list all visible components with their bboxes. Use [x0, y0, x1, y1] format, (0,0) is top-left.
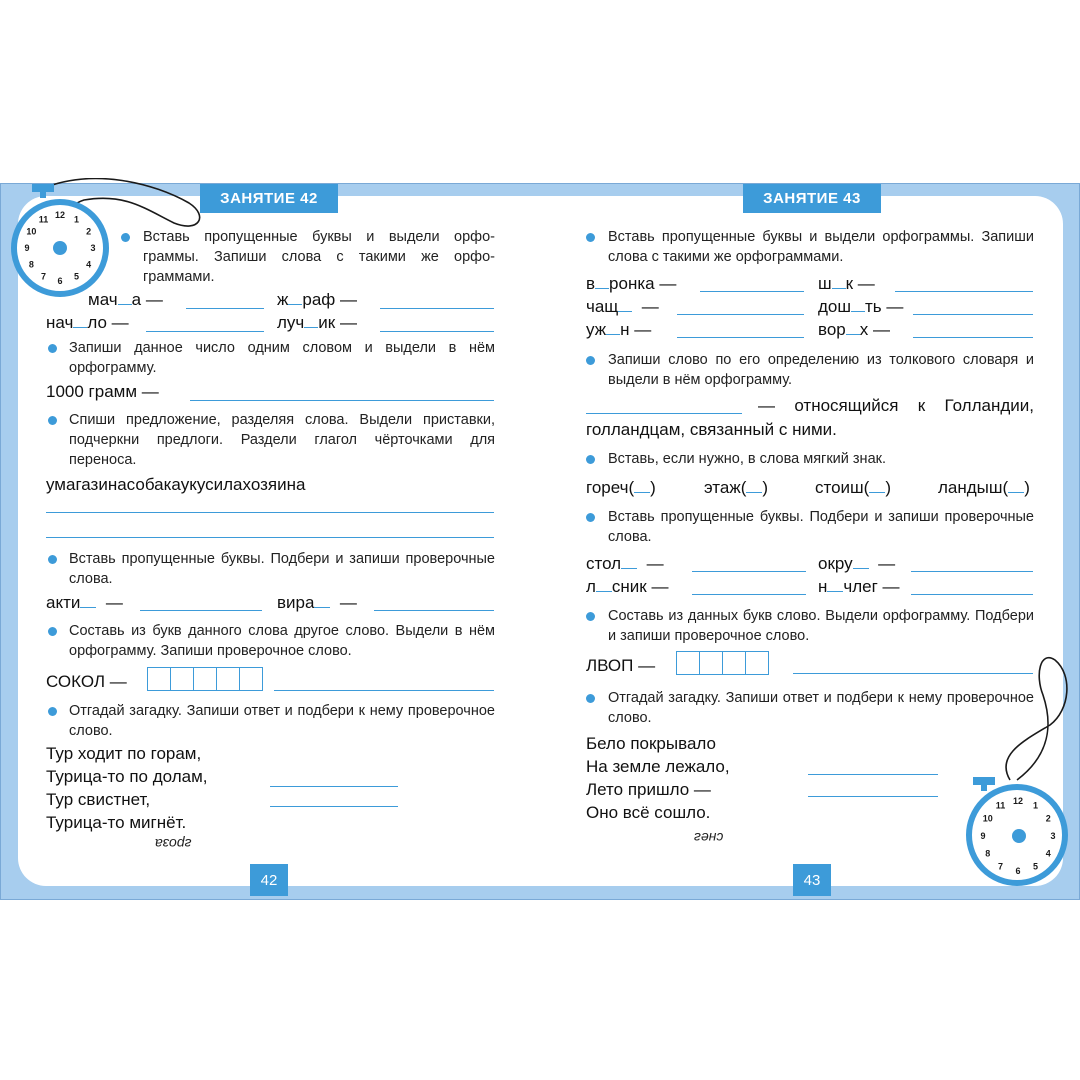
- letter-boxes[interactable]: [147, 667, 263, 691]
- clock-numeral: 1: [1032, 800, 1039, 811]
- prompt-text: 1000 грамм —: [46, 382, 159, 401]
- bullet: [48, 344, 57, 353]
- answer-line[interactable]: [911, 571, 1033, 572]
- answer-line[interactable]: [146, 331, 264, 332]
- riddle-line: На земле лежало,: [586, 757, 730, 776]
- clock-numeral: 11: [38, 214, 49, 225]
- riddle-line: Турица-то по долам,: [46, 767, 208, 786]
- word-item: уж н —: [586, 320, 652, 339]
- task-instruction: Отгадай загадку. Запиши ответ и подбери к нему проверочное слово.: [69, 703, 495, 739]
- answer-line[interactable]: [190, 400, 494, 401]
- riddle-line: Лето пришло —: [586, 780, 711, 799]
- answer-line[interactable]: [808, 796, 938, 797]
- answer-line[interactable]: [374, 610, 494, 611]
- riddle-line: Тур свистнет,: [46, 790, 151, 809]
- word-text: СОКОЛ —: [46, 672, 127, 691]
- definition-text: голландцам, связанный с ними.: [586, 420, 837, 439]
- task-instruction: Вставь пропущенные буквы и выдели орфо-граммы. Запиши слова с такими же орфо-граммами.: [143, 229, 495, 285]
- answer-line[interactable]: [692, 594, 806, 595]
- answer-line[interactable]: [677, 337, 804, 338]
- clock-numeral: 5: [1032, 861, 1039, 872]
- answer-line[interactable]: [586, 413, 742, 414]
- answer-upside-down: снег: [694, 830, 724, 846]
- clock-numeral: 6: [57, 276, 63, 286]
- word-item: чащ —: [586, 297, 659, 316]
- letter-boxes[interactable]: [676, 651, 769, 675]
- word-item: ж раф —: [277, 290, 357, 309]
- bullet: [48, 416, 57, 425]
- clock-numeral: 9: [980, 831, 986, 841]
- task-instruction: Составь из букв данного слова другое слово. Выдели в нём орфограмму. Запиши проверочное слово.: [69, 623, 495, 659]
- task-instruction: Спиши предложение, разделяя слова. Выдели приставки, подчеркни предлоги. Раздели глагол чёрточками для переноса.: [69, 412, 495, 468]
- task-instruction: Вставь, если нужно, в слова мягкий знак.: [608, 451, 887, 467]
- word-item: гореч( ): [586, 478, 656, 497]
- answer-line[interactable]: [270, 786, 398, 787]
- word-item: ш к —: [818, 274, 875, 293]
- sentence-text: умагазинасобакаукусилахозяина: [46, 475, 306, 494]
- word-item: вор х —: [818, 320, 890, 339]
- bullet: [586, 513, 595, 522]
- clock-numeral: 12: [54, 210, 66, 220]
- word-item: н члег —: [818, 577, 900, 596]
- task-instruction: Запиши данное число одним словом и выдели в нём орфограмму.: [69, 340, 495, 376]
- answer-line[interactable]: [46, 537, 494, 538]
- clock-numeral: 8: [28, 259, 34, 270]
- answer-line[interactable]: [895, 291, 1033, 292]
- word-item: луч ик —: [277, 313, 357, 332]
- lesson-header-right: ЗАНЯТИЕ 43: [743, 184, 881, 213]
- bullet: [48, 707, 57, 716]
- task-instruction: Отгадай загадку. Запиши ответ и подбери к нему проверочное слово.: [608, 690, 1034, 726]
- clock-numeral: 4: [1045, 848, 1051, 859]
- bullet: [48, 555, 57, 564]
- bullet: [586, 356, 595, 365]
- clock-numeral: 8: [985, 848, 991, 859]
- answer-line[interactable]: [692, 571, 806, 572]
- answer-line[interactable]: [913, 337, 1033, 338]
- word-item: в ронка —: [586, 274, 677, 293]
- riddle-line: Тур ходит по горам,: [46, 744, 202, 763]
- task-instruction: Вставь пропущенные буквы. Подбери и запиши проверочные слова.: [69, 551, 495, 587]
- bullet: [121, 233, 130, 242]
- clock-numeral: 12: [1012, 796, 1024, 806]
- answer-line[interactable]: [270, 806, 398, 807]
- bullet: [586, 612, 595, 621]
- answer-line[interactable]: [140, 610, 262, 611]
- word-item: стоиш( ): [815, 478, 892, 497]
- answer-line[interactable]: [808, 774, 938, 775]
- answer-line[interactable]: [911, 594, 1033, 595]
- word-item: стол —: [586, 554, 664, 573]
- task-instruction: Вставь пропущенные буквы. Подбери и запиши проверочные слова.: [608, 509, 1034, 545]
- answer-line[interactable]: [46, 512, 494, 513]
- task-instruction: Вставь пропущенные буквы и выдели орфограммы. Запиши слова с такими же орфограммами.: [608, 229, 1034, 265]
- clock-numeral: 1: [73, 214, 80, 225]
- answer-upside-down: гроза: [155, 836, 192, 852]
- clock-numeral: 4: [86, 259, 92, 270]
- page-number-right: 43: [793, 864, 831, 896]
- clock-numeral: 2: [1045, 813, 1051, 824]
- answer-line[interactable]: [186, 308, 264, 309]
- bullet: [586, 455, 595, 464]
- word-item: нач ло —: [46, 313, 129, 332]
- word-item: этаж( ): [704, 478, 769, 497]
- task-instruction: Запиши слово по его определению из толкового словаря и выдели в нём орфограмму.: [608, 352, 1034, 388]
- word-item: дош ть —: [818, 297, 904, 316]
- task-instruction: Составь из данных букв слово. Выдели орфограмму. Подбери и запиши проверочное слово.: [608, 608, 1034, 644]
- answer-line[interactable]: [380, 308, 494, 309]
- definition-text: — относящийся к Голландии,: [758, 396, 1034, 415]
- clock-numeral: 10: [982, 813, 993, 824]
- clock-numeral: 7: [997, 861, 1004, 872]
- riddle-line: Турица-то мигнёт.: [46, 813, 187, 832]
- word-item: вира —: [277, 593, 357, 612]
- answer-line[interactable]: [677, 314, 804, 315]
- bullet: [586, 233, 595, 242]
- bullet: [48, 627, 57, 636]
- bullet: [586, 694, 595, 703]
- clock-numeral: 10: [26, 226, 37, 237]
- riddle-line: Оно всё сошло.: [586, 803, 711, 822]
- word-text: ЛВОП —: [586, 656, 656, 675]
- word-item: акти —: [46, 593, 123, 612]
- page-number-left: 42: [250, 864, 288, 896]
- lesson-header-left: ЗАНЯТИЕ 42: [200, 184, 338, 213]
- clock-numeral: 3: [90, 243, 96, 253]
- word-item: л сник —: [586, 577, 669, 596]
- word-item: мач а —: [88, 290, 163, 309]
- word-item: окру —: [818, 554, 896, 573]
- clock-numeral: 5: [73, 271, 80, 282]
- clock-numeral: 3: [1050, 831, 1056, 841]
- clock-numeral: 9: [24, 243, 30, 253]
- clock-numeral: 6: [1015, 866, 1021, 876]
- clock-numeral: 11: [995, 800, 1006, 811]
- answer-line[interactable]: [700, 291, 804, 292]
- clock-numeral: 2: [86, 226, 92, 237]
- riddle-line: Бело покрывало: [586, 734, 716, 753]
- answer-line[interactable]: [380, 331, 494, 332]
- answer-line[interactable]: [913, 314, 1033, 315]
- word-item: ландыш( ): [938, 478, 1030, 497]
- stopwatch-icon-right: [955, 655, 1080, 895]
- answer-line[interactable]: [274, 690, 494, 691]
- clock-numeral: 7: [40, 271, 47, 282]
